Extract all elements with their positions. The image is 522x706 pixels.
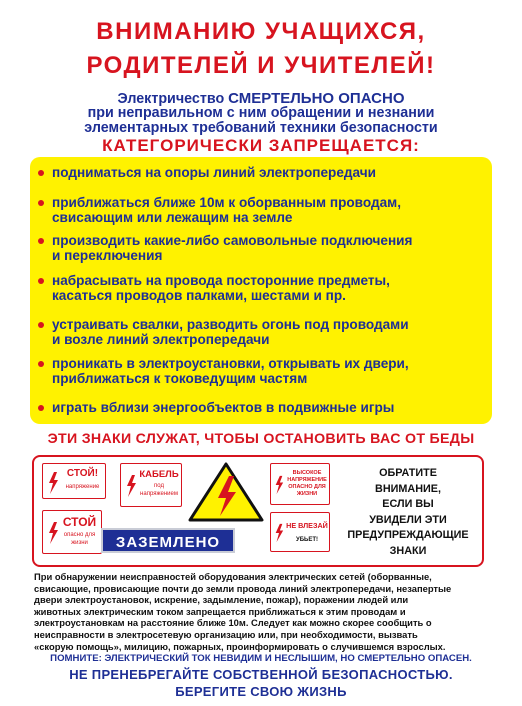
bullet-icon xyxy=(38,200,44,206)
lightning-arrow-icon xyxy=(47,472,59,494)
lightning-arrow-icon xyxy=(274,522,284,544)
forbidden-item: производить какие-либо самовольные подключения и переключения xyxy=(52,233,482,263)
final-line-2: БЕРЕГИТЕ СВОЮ ЖИЗНЬ xyxy=(175,684,347,699)
lightning-arrow-icon xyxy=(274,474,284,496)
signs-title: ЭТИ ЗНАКИ СЛУЖАТ, ЧТОБЫ ОСТАНОВИТЬ ВАС ОТ БЕДЫ xyxy=(47,431,475,447)
header-line-2: РОДИТЕЛЕЙ И УЧИТЕЛЕЙ! xyxy=(86,52,436,79)
instructions-paragraph: При обнаружении неисправностей оборудования электрических сетей (оборванные, свисающие, провисающие почти до земли провода линий электропередачи, незапертые двери электроустановок, искрение, задымление, пожар), поражении людей или животных электрическим током запрещается приближаться к этим проводам и электроустановкам на расстояние ближе 10м. Следует как можно скорее сообщить о неисправности в электросетевую организацию или, при необходимости, вызвать «скорую помощь», милицию, пожарных, проинформировать о случившемся взрослых. xyxy=(34,571,452,652)
bullet-icon xyxy=(38,170,44,176)
sign-stop-voltage: СТОЙ! напряжение xyxy=(42,463,106,499)
sign-zazemleno: ЗАЗЕМЛЕНО xyxy=(101,528,235,553)
intro-line-3: элементарных требований техники безопасности xyxy=(84,120,438,136)
sign-stop-life: СТОЙ опасно для жизни xyxy=(42,510,102,554)
sign-high-voltage: ВЫСОКОЕ НАПРЯЖЕНИЕ ОПАСНО ДЛЯ ЖИЗНИ xyxy=(270,463,330,505)
bullet-icon xyxy=(38,322,44,328)
forbidden-item: подниматься на опоры линий электропередачи xyxy=(52,165,482,180)
forbidden-item: проникать в электроустановки, открывать их двери, приближаться к токоведущим частям xyxy=(52,356,482,386)
intro-prefix: Электричество xyxy=(117,91,229,107)
bullet-icon xyxy=(38,238,44,244)
forbidden-list xyxy=(30,157,492,424)
sign-cable: КАБЕЛЬ под напряжением xyxy=(120,463,182,507)
attention-text: ОБРАТИТЕ ВНИМАНИЕ, ЕСЛИ ВЫ УВИДЕЛИ ЭТИ ПРЕДУПРЕЖДАЮЩИЕ ЗНАКИ xyxy=(347,467,469,557)
sign-no-climb: НЕ ВЛЕЗАЙ УБЬЕТ! xyxy=(270,512,330,552)
bullet-icon xyxy=(38,405,44,411)
intro-line-2: при неправильном с ним обращении и незнании xyxy=(87,105,435,121)
final-line-1: НЕ ПРЕНЕБРЕГАЙТЕ СОБСТВЕННОЙ БЕЗОПАСНОСТЬЮ. xyxy=(69,667,453,682)
intro-strong: СМЕРТЕЛЬНО ОПАСНО xyxy=(228,90,405,107)
forbidden-title: КАТЕГОРИЧЕСКИ ЗАПРЕЩАЕТСЯ: xyxy=(102,136,420,155)
bullet-icon xyxy=(38,361,44,367)
forbidden-item: приближаться ближе 10м к оборванным проводам, свисающим или лежащим на земле xyxy=(52,195,482,225)
forbidden-item: устраивать свалки, разводить огонь под проводами и возле линий электропередачи xyxy=(52,317,482,347)
forbidden-item: играть вблизи энергообъектов в подвижные игры xyxy=(52,400,482,415)
forbidden-item: набрасывать на провода посторонние предметы, касаться проводов палками, шестами и пр. xyxy=(52,273,482,303)
bullet-icon xyxy=(38,278,44,284)
remember-line: ПОМНИТЕ: ЭЛЕКТРИЧЕСКИЙ ТОК НЕВИДИМ И НЕСЛЫШИМ, НО СМЕРТЕЛЬНО ОПАСЕН. xyxy=(50,653,472,664)
header-line-1: ВНИМАНИЮ УЧАЩИХСЯ, xyxy=(96,18,426,45)
warning-triangle-icon xyxy=(188,462,264,522)
